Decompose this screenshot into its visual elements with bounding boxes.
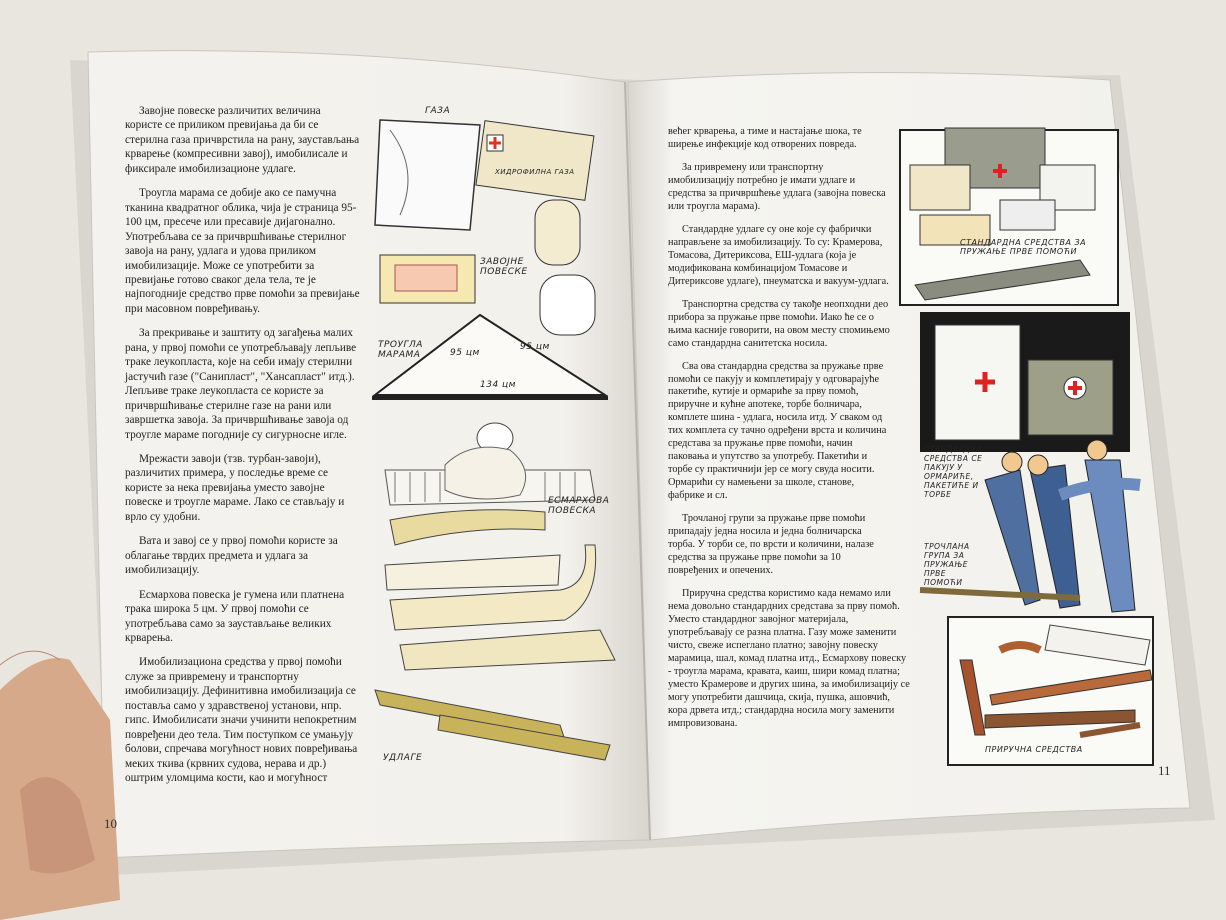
right-para-6: Трочланој групи за пружање прве помоћи припадају једна носила и једна болничарска торба. У торби се, по врсти и количини, налазе средства за пружање прве помоћи за 10 повређених и опечених. bbox=[668, 513, 874, 577]
caption-splints: УДЛАГЕ bbox=[383, 753, 423, 763]
caption-triangle: ТРОУГЛА МАРАМА bbox=[378, 340, 423, 360]
left-para-1: Завојне повеске различитих величина користе се приликом превијања да би се стерилна газа причврстила на рану, заустављања крварење (компресивни завој), имобилисале и фиксирале имобилизационе удлаге. bbox=[125, 105, 360, 175]
left-para-7: Имобилизациона средства у првој помоћи служе за привремену и транспортну имобилизацију. Дефинитивна имобилизација се поставља само у здравственој установи, нпр. гипс. Имобилисати значи учинити непокретним повређени део тела. Тим поступком се умањују болови, спречава могућност нових повређивања меких ткива (крвних судова, нерава и др.) оштрим уломцима кости, као и могућност bbox=[125, 656, 358, 785]
left-page-number: 10 bbox=[104, 816, 117, 831]
left-para-4: Мрежасти завоји (тзв. турбан-завоји), различитих примера, у последње време се користе за нека превијања уместо завојне повеске и троугле мараме. Лако се стављају и врло су удобни. bbox=[125, 452, 345, 523]
caption-esmarch: ЕСМАРХОВА ПОВЕСКА bbox=[548, 496, 610, 516]
caption-dim-95-right: 95 цм bbox=[520, 342, 550, 352]
caption-dim-95-left: 95 цм bbox=[450, 348, 480, 358]
left-para-2: Троугла марама се добије ако се памучна тканина квадратног облика, чија је страница 95-100 цм, пресече или пресавије дијагонално. Употребљава се за причвршћивање стерилног завоја на рану, удлага и удова приликом имобилизације. Може се употребити за превијање готово сваког дела тела, те је најпогодније средство прве помоћи за превијање при масовном повређивању. bbox=[125, 187, 360, 315]
caption-packed: СТАНДАРДНА СРЕДСТВА СЕ ПАКУЈУ У ОРМАРИЋЕ, ПАКЕТИЋЕ И ТОРБЕ bbox=[924, 445, 983, 499]
left-page-text bbox=[125, 104, 360, 795]
caption-improvised: ПРИРУЧНА СРЕДСТВА bbox=[985, 745, 1083, 754]
caption-three-person-group: ТРОЧЛАНА ГРУПА ЗА ПРУЖАЊЕ ПРВЕ ПОМОЋИ bbox=[924, 542, 970, 587]
improvised-means-illustration bbox=[948, 617, 1153, 765]
left-para-5: Вата и завој се у првој помоћи користе за облагање тврдих предмета и удлага за имобилизацију. bbox=[125, 535, 338, 577]
caption-hydrophilic-gauze: ХИДРОФИЛНА ГАЗА bbox=[495, 168, 575, 176]
standard-kit-illustration bbox=[900, 128, 1118, 305]
caption-dim-134: 134 цм bbox=[480, 380, 516, 390]
left-para-6: Есмархова повеска је гумена или платнена трака широка 5 цм. У првој помоћи се употребљава само за заустављање великих крварења. bbox=[125, 588, 345, 644]
left-para-3: За прекривање и заштиту од загађења малих рана, у првој помоћи се употребљавају лепљиве траке леукопласта, које на себи имају стерилни јастучић газе ("Санипласт", "Хансапласт" итд.). Лепљиве траке леукопласта се користе за причвршћивање стерилне газе на рани или завршетка завоја. За причвршћивање завоја од троугле мараме погодније су сигурносне игле. bbox=[125, 327, 357, 441]
right-para-7: Приручна средства користимо када немамо или нема довољно стандардних средстава за прву помоћ. Уместо стандардног завојног материјала, употребљавају се разна платна. Газу може заменити чисто, свеже испеглано платно; завојну повеску марамица, шал, комад платна итд., Есмархову повеску - троугла марама, кравата, каиш, шири комад платна; уместо Крамерове и других шина, за имобилизацију се могу употребити дашчица, скија, пушка, ашовчић, кора дрвета итд.; стандардна носила могу заменити импровизована. bbox=[668, 588, 910, 729]
right-para-1: већег крварења, а тиме и настајање шока, те ширење инфекције код отворених повреда. bbox=[668, 126, 862, 150]
cabinet-bag-illustration bbox=[920, 312, 1130, 452]
caption-gauze: ГАЗА bbox=[425, 106, 451, 116]
right-para-3: Стандардне удлаге су оне које су фабрички направљене за имобилизацију. То су: Крамерова, Томасова, Дитериксова, ЕШ-удлага (која је модификована комбинацијом Томасове и Дитериксове удлаге), пнеуматска и вакуум-удлага. bbox=[668, 223, 889, 287]
right-para-2: За привремену или транспортну имобилизацију потребно је имати удлаге и средства за причвршћење удлага (завојна повеска или троугла марама). bbox=[668, 161, 886, 212]
right-page-text bbox=[668, 126, 910, 741]
right-para-5: Сва ова стандардна средства за пружање прве помоћи се пакују и комплетирају у одговарајуће пакетиће, кутије и ормариће за прву помоћ, приручне и кућне апотеке, торбе болничара, комплете шина - удлага, носила итд. У сваком од тих комплета су тачно одређени врста и количина средстава за пружање прве помоћи, начин паковања и упутство за употребу. Пакетићи и торбе су практичнији јер се могу свуда носити. Ормарићи су намењени за школе, станове, фабрике и сл. bbox=[668, 360, 887, 502]
caption-standard-kit: СТАНДАРДНА СРЕДСТВА ЗА ПРУЖАЊЕ ПРВЕ ПОМОЋИ bbox=[960, 238, 1087, 256]
caption-bandages: ЗАВОЈНЕ ПОВЕСКЕ bbox=[480, 257, 528, 277]
right-page-number: 11 bbox=[1158, 763, 1171, 778]
right-para-4: Транспортна средства су такође неопходни део прибора за пружање прве помоћи. Иако ће се о њима касније говорити, на овом месту спомињемо само стандардна санитетска носила. bbox=[668, 298, 890, 349]
